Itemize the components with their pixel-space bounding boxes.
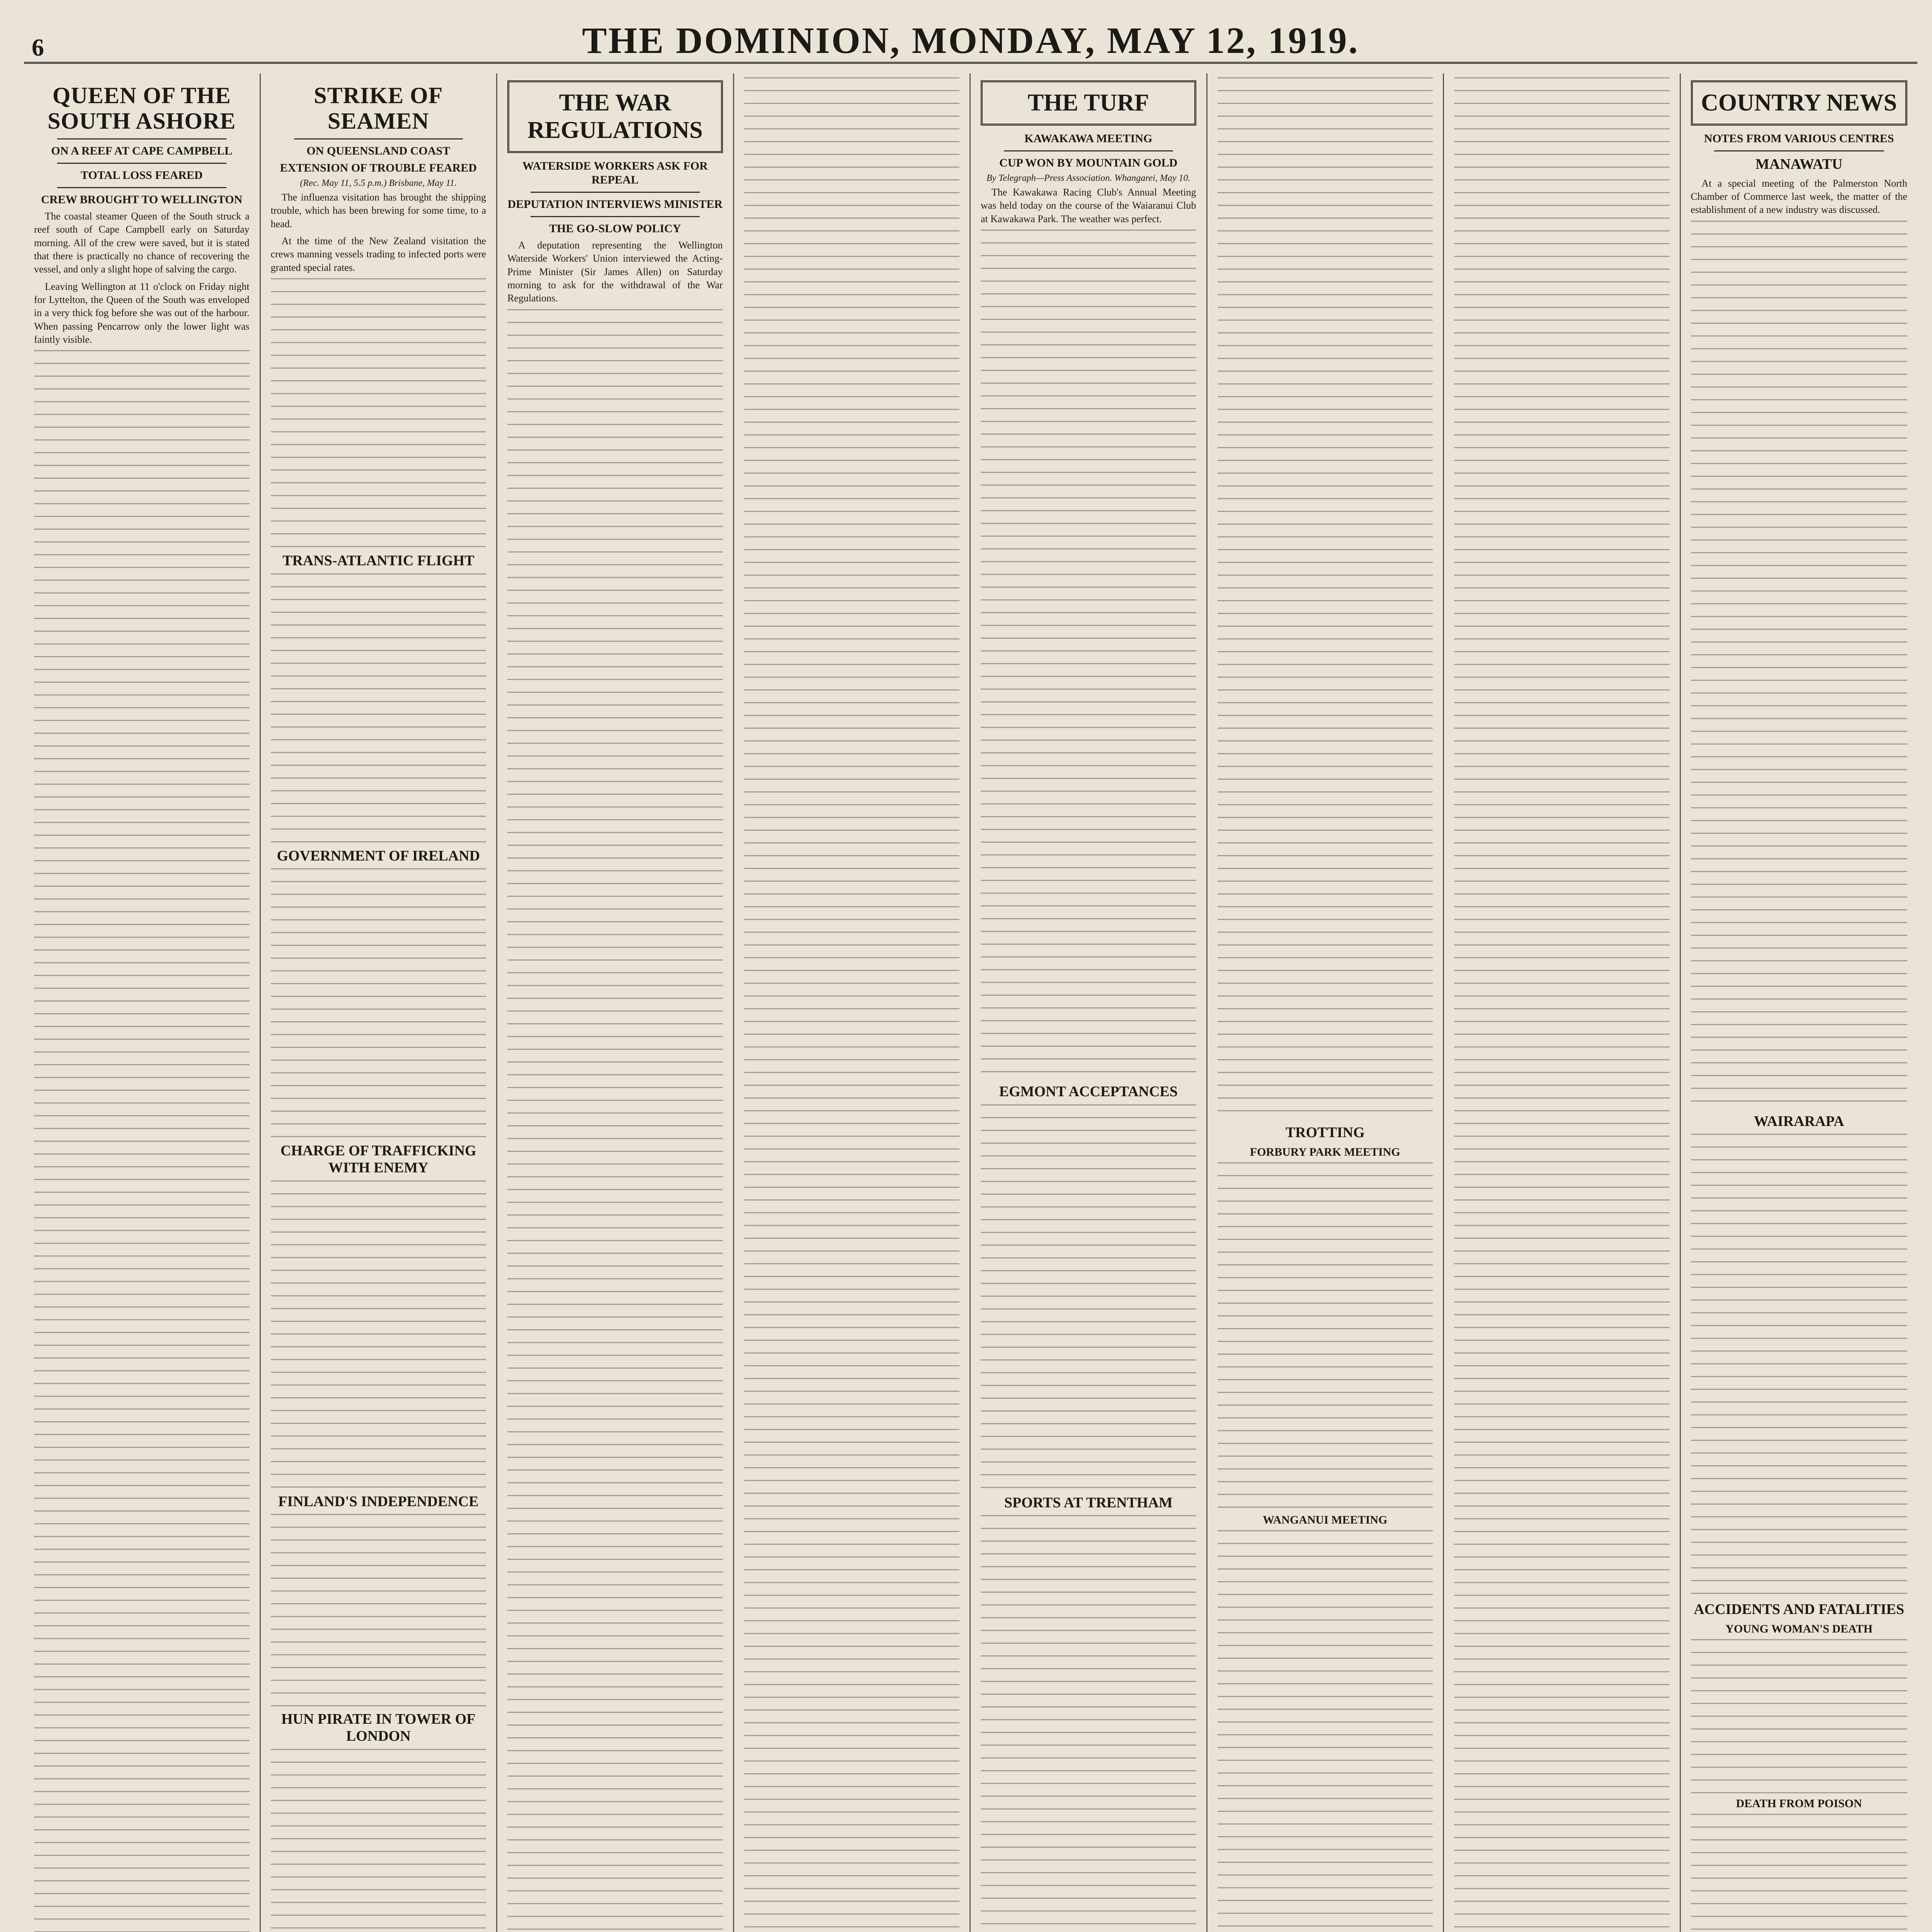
masthead <box>24 15 1917 64</box>
body-text-block <box>1454 77 1670 1932</box>
body-text-block <box>271 573 486 844</box>
headline: STRIKE OF SEAMEN <box>314 83 443 134</box>
columns <box>24 73 1917 1932</box>
body-text-block <box>1691 1814 1908 1930</box>
section-heading: HUN PIRATE IN TOWER OF LONDON <box>281 1711 476 1744</box>
section-heading: TRANS-ATLANTIC FLIGHT <box>282 552 474 569</box>
section-heading: SPORTS AT TRENTHAM <box>1004 1494 1173 1511</box>
page-number: 6 <box>32 34 44 61</box>
subhead: FORBURY PARK MEETING <box>1250 1145 1400 1158</box>
headline: COUNTRY NEWS <box>1691 80 1908 126</box>
headline: QUEEN OF THE SOUTH ASHORE <box>48 83 236 134</box>
article-paragraph: The influenza visitation has brought the shipping trouble, which has been brewing for some time, to a head. <box>270 192 486 230</box>
body-text-block <box>744 77 960 1932</box>
body-text-block <box>271 1749 486 1932</box>
subhead: WANGANUI MEETING <box>1262 1513 1388 1526</box>
article-paragraph: The Kawakawa Racing Club's Annual Meeting was held today on the course of the Waiaranui Club at Kawakawa Park. The weather was perfect. <box>981 187 1196 224</box>
body-text-block <box>34 350 250 1932</box>
body-text-block <box>271 868 486 1139</box>
column-6 <box>1208 73 1444 1932</box>
body-text-block <box>1218 1162 1433 1510</box>
subhead: EXTENSION OF TROUBLE FEARED <box>280 162 477 174</box>
headline: THE WAR REGULATIONS <box>507 80 723 153</box>
subhead: THE GO-SLOW POLICY <box>549 222 681 235</box>
section-heading: EGMONT ACCEPTANCES <box>999 1083 1178 1100</box>
body-text-block <box>981 1515 1196 1932</box>
subhead: CREW BROUGHT TO WELLINGTON <box>41 193 243 206</box>
subhead: ON A REEF AT CAPE CAMPBELL <box>51 145 233 157</box>
subhead: WATERSIDE WORKERS ASK FOR REPEAL <box>522 160 708 186</box>
newspaper-page <box>24 15 1917 1932</box>
section-heading: MANAWATU <box>1755 156 1843 172</box>
subhead: TOTAL LOSS FEARED <box>80 169 203 182</box>
section-heading: FINLAND'S INDEPENDENCE <box>278 1493 479 1510</box>
body-text-block <box>981 1104 1196 1491</box>
body-text-block <box>1691 221 1908 1109</box>
column-5 <box>971 73 1208 1932</box>
section-heading: CHARGE OF TRAFFICKING WITH ENEMY <box>280 1143 476 1176</box>
subhead: DEATH FROM POISON <box>1736 1797 1862 1810</box>
section-heading: WAIRARAPA <box>1753 1113 1844 1129</box>
column-7 <box>1444 73 1681 1932</box>
body-text-block <box>981 230 1196 1080</box>
article-paragraph: Leaving Wellington at 11 o'clock on Friday night for Lyttelton, the Queen of the South was enveloped in a very thick fog before she was out of the harbour. When passing Pencarrow only the lower light was faintly visible. <box>34 281 250 345</box>
body-text-block <box>1218 77 1433 1121</box>
subhead: DEPUTATION INTERVIEWS MINISTER <box>507 198 723 211</box>
article-paragraph: The coastal steamer Queen of the South struck a reef south of Cape Campbell early on Saturday morning. All of the crew were saved, but it is stated that there is practically no chance of recovering the vessel, and only a slight hope of salving the cargo. <box>34 211 250 275</box>
article-paragraph: At a special meeting of the Palmerston North Chamber of Commerce last week, the matter of the establishment of a new industry was discussed. <box>1690 177 1907 216</box>
column-3 <box>497 73 734 1932</box>
headline: THE TURF <box>981 80 1196 126</box>
body-text-block <box>271 1514 486 1707</box>
column-2 <box>261 73 498 1932</box>
column-1 <box>24 73 261 1932</box>
body-text-block <box>271 1180 486 1490</box>
body-text-block <box>1691 1134 1908 1597</box>
body-text-block <box>271 278 486 549</box>
body-text-block <box>1691 1639 1908 1794</box>
subhead: NOTES FROM VARIOUS CENTRES <box>1704 132 1894 145</box>
section-heading: GOVERNMENT OF IRELAND <box>277 847 480 864</box>
subhead: ON QUEENSLAND COAST <box>306 145 451 157</box>
newspaper-title: THE DOMINION, MONDAY, MAY 12, 1919. <box>582 20 1359 61</box>
article-paragraph: At the time of the New Zealand visitation the crews manning vessels trading to infected ports were granted special rates. <box>270 235 486 273</box>
subhead: KAWAKAWA MEETING <box>1024 132 1153 145</box>
body-text-block <box>1218 1530 1433 1932</box>
body-text-block <box>507 309 723 1932</box>
dateline: (Rec. May 11, 5.5 p.m.) Brisbane, May 11. <box>300 178 457 188</box>
subhead: YOUNG WOMAN'S DEATH <box>1725 1622 1873 1635</box>
subhead: CUP WON BY MOUNTAIN GOLD <box>999 156 1178 169</box>
article-paragraph: A deputation representing the Wellington Waterside Workers' Union interviewed the Acting-Prime Minister (Sir James Allen) on Saturday morning to ask for the withdrawal of the War Regulations. <box>507 240 723 304</box>
column-8 <box>1681 73 1918 1932</box>
dateline: By Telegraph—Press Association. Whangarei, May 10. <box>986 173 1190 183</box>
section-heading: TROTTING <box>1285 1124 1365 1141</box>
column-4 <box>734 73 971 1932</box>
section-heading: ACCIDENTS AND FATALITIES <box>1694 1601 1905 1618</box>
